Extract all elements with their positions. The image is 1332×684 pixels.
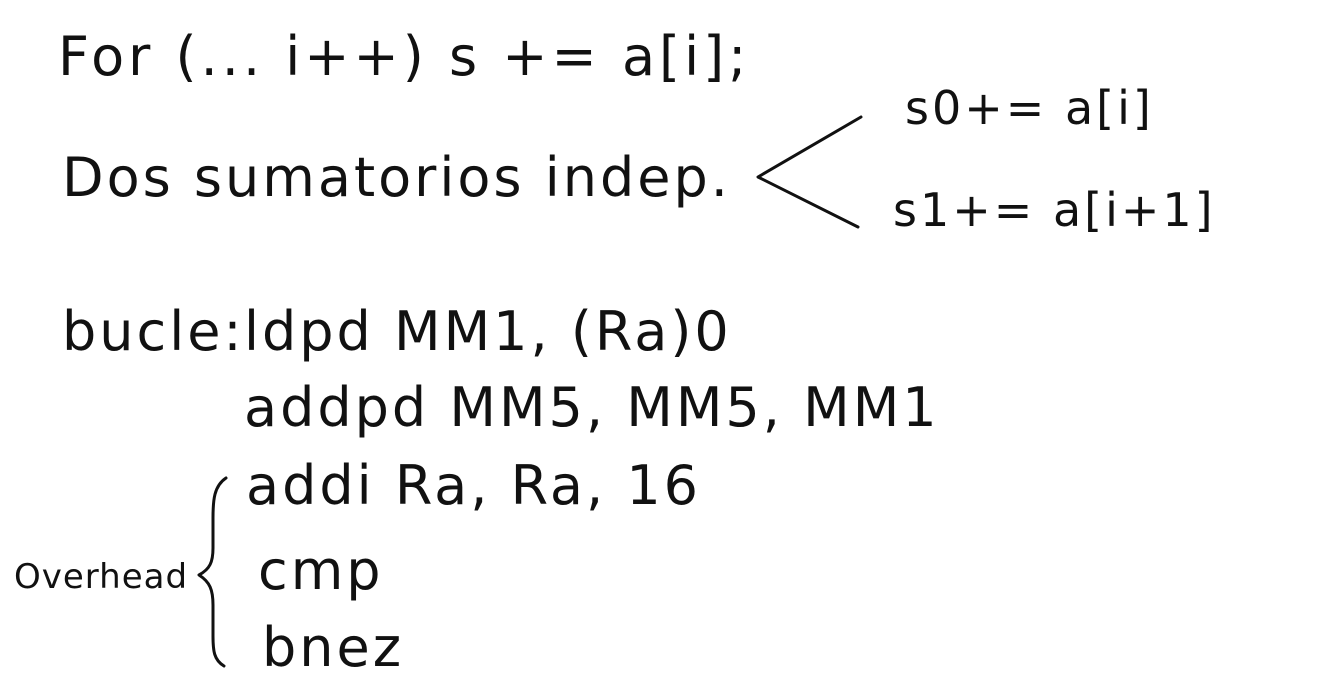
loop-label: bucle: <box>62 300 245 363</box>
split-description: Dos sumatorios indep. <box>62 146 731 209</box>
instruction-bnez: bnez <box>262 616 405 679</box>
loop-statement: For (... i++) s += a[i]; <box>58 25 751 88</box>
instruction-cmp: cmp <box>258 539 384 602</box>
instruction-addpd: addpd MM5, MM5, MM1 <box>244 376 940 439</box>
sum-zero: s0+= a[i] <box>905 81 1154 135</box>
overhead-label: Overhead <box>14 557 189 597</box>
sum-one: s1+= a[i+1] <box>893 183 1216 237</box>
instruction-ldpd: ldpd MM1, (Ra)0 <box>244 300 732 363</box>
instruction-addi: addi Ra, Ra, 16 <box>246 454 702 517</box>
